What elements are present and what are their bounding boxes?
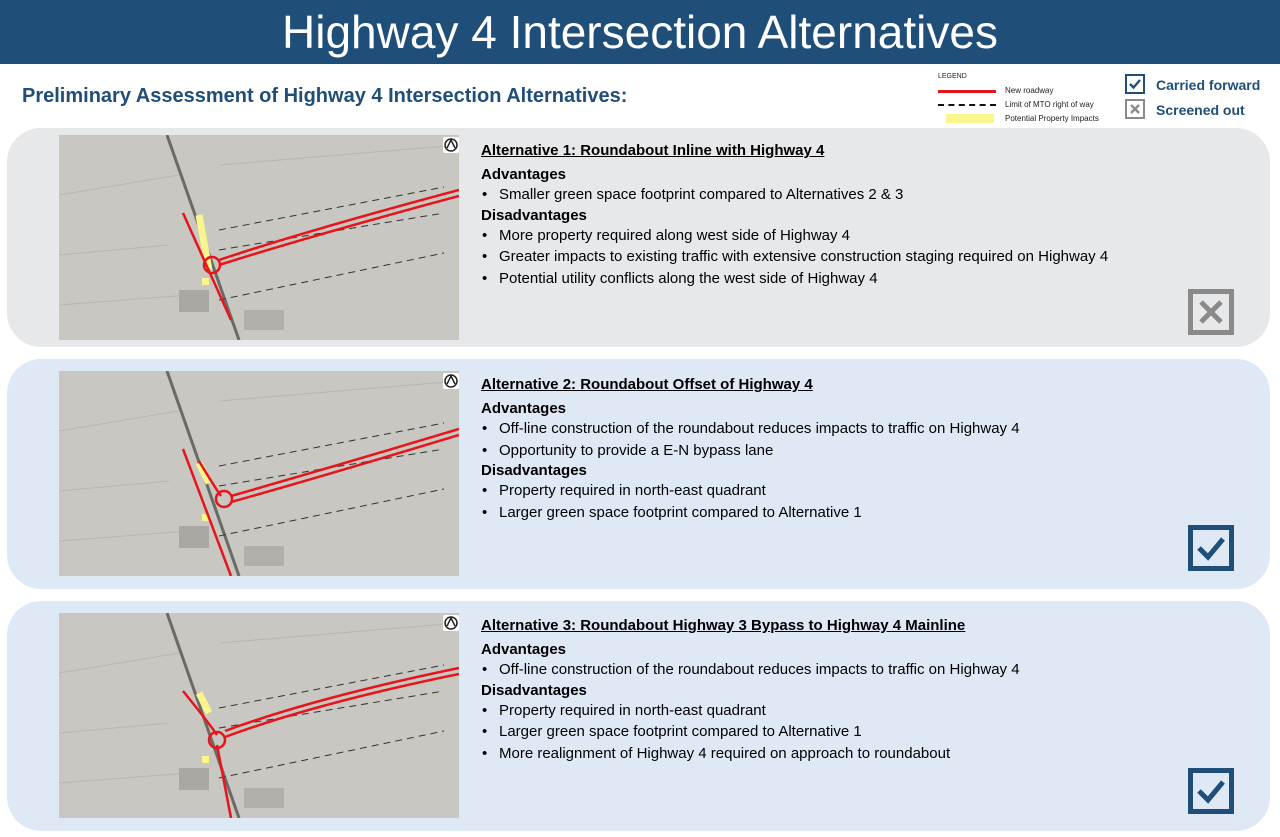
- north-arrow-icon: [443, 137, 459, 153]
- disadvantages-list: [481, 225, 1251, 290]
- list-item: • Larger green space footprint compared to Alternative 1: [481, 502, 1251, 524]
- list-item: • Property required in north-east quadrant: [481, 480, 1251, 502]
- list-item: • Potential utility conflicts along the west side of Highway 4: [481, 268, 1251, 290]
- status-key-carried: [1125, 74, 1275, 99]
- advantages-heading: Advantages: [481, 166, 567, 183]
- status-key-label: Screened out: [1156, 102, 1245, 118]
- checkbox-x-icon: [1125, 99, 1145, 119]
- page-subtitle: Preliminary Assessment of Highway 4 Intersection Alternatives:: [22, 85, 628, 107]
- alternative-card-1: [7, 128, 1270, 347]
- map-legend: [938, 73, 1118, 129]
- carried-forward-icon: [1188, 525, 1234, 571]
- list-item: • More realignment of Highway 4 required on approach to roundabout: [481, 743, 1251, 765]
- alternative-details: [481, 616, 1251, 764]
- status-key: [1125, 74, 1275, 124]
- legend-label: Limit of MTO right of way: [1005, 100, 1094, 109]
- alternative-title: Alternative 3: Roundabout Highway 3 Bypass to Highway 4 Mainline: [481, 617, 966, 634]
- alternative-card-3: [7, 601, 1270, 831]
- disadvantages-heading: Disadvantages: [481, 206, 587, 224]
- north-arrow-icon: [443, 373, 459, 389]
- list-item: • Off-line construction of the roundabout reduces impacts to traffic on Highway 4: [481, 418, 1251, 440]
- status-key-screened: [1125, 99, 1275, 124]
- alternative-title: Alternative 1: Roundabout Inline with Highway 4: [481, 142, 825, 159]
- alternative-map: [59, 613, 459, 818]
- legend-item-right-of-way: [938, 99, 1118, 111]
- legend-title: LEGEND: [938, 73, 967, 80]
- checkbox-checked-icon: [1125, 74, 1145, 94]
- north-arrow-icon: [443, 615, 459, 631]
- list-item: • Greater impacts to existing traffic with extensive construction staging required on Highway 4: [481, 246, 1251, 268]
- list-item: • More property required along west side of Highway 4: [481, 225, 1251, 247]
- page-title: Highway 4 Intersection Alternatives: [0, 0, 1280, 64]
- advantages-list: [481, 418, 1251, 461]
- alternative-details: [481, 141, 1251, 289]
- screened-out-icon: [1188, 289, 1234, 335]
- list-item: • Off-line construction of the roundabout reduces impacts to traffic on Highway 4: [481, 659, 1251, 681]
- disadvantages-heading: Disadvantages: [481, 681, 587, 699]
- list-item: • Opportunity to provide a E-N bypass lane: [481, 440, 1251, 462]
- alternative-details: [481, 375, 1251, 523]
- legend-label: New roadway: [1005, 86, 1054, 95]
- disadvantages-list: [481, 700, 1251, 765]
- disadvantages-heading: Disadvantages: [481, 462, 587, 479]
- list-item: • Larger green space footprint compared to Alternative 1: [481, 721, 1251, 743]
- alternative-map: [59, 135, 459, 340]
- advantages-list: [481, 184, 1251, 206]
- legend-label: Potential Property Impacts: [1005, 114, 1099, 123]
- yellow-swatch-icon: [946, 114, 994, 123]
- alternative-card-2: [7, 359, 1270, 589]
- disadvantages-list: [481, 480, 1251, 523]
- status-key-label: Carried forward: [1156, 77, 1261, 93]
- carried-forward-icon: [1188, 768, 1234, 814]
- alternative-map: [59, 371, 459, 576]
- legend-item-new-roadway: [938, 85, 1118, 97]
- dashed-line-icon: [938, 104, 996, 106]
- legend-item-property-impacts: [938, 113, 1118, 125]
- list-item: • Smaller green space footprint compared to Alternatives 2 & 3: [481, 184, 1251, 206]
- advantages-list: [481, 659, 1251, 681]
- list-item: • Property required in north-east quadrant: [481, 700, 1251, 722]
- advantages-heading: Advantages: [481, 400, 567, 417]
- red-line-icon: [938, 90, 996, 93]
- alternative-title: Alternative 2: Roundabout Offset of Highway 4: [481, 376, 813, 393]
- advantages-heading: Advantages: [481, 641, 567, 658]
